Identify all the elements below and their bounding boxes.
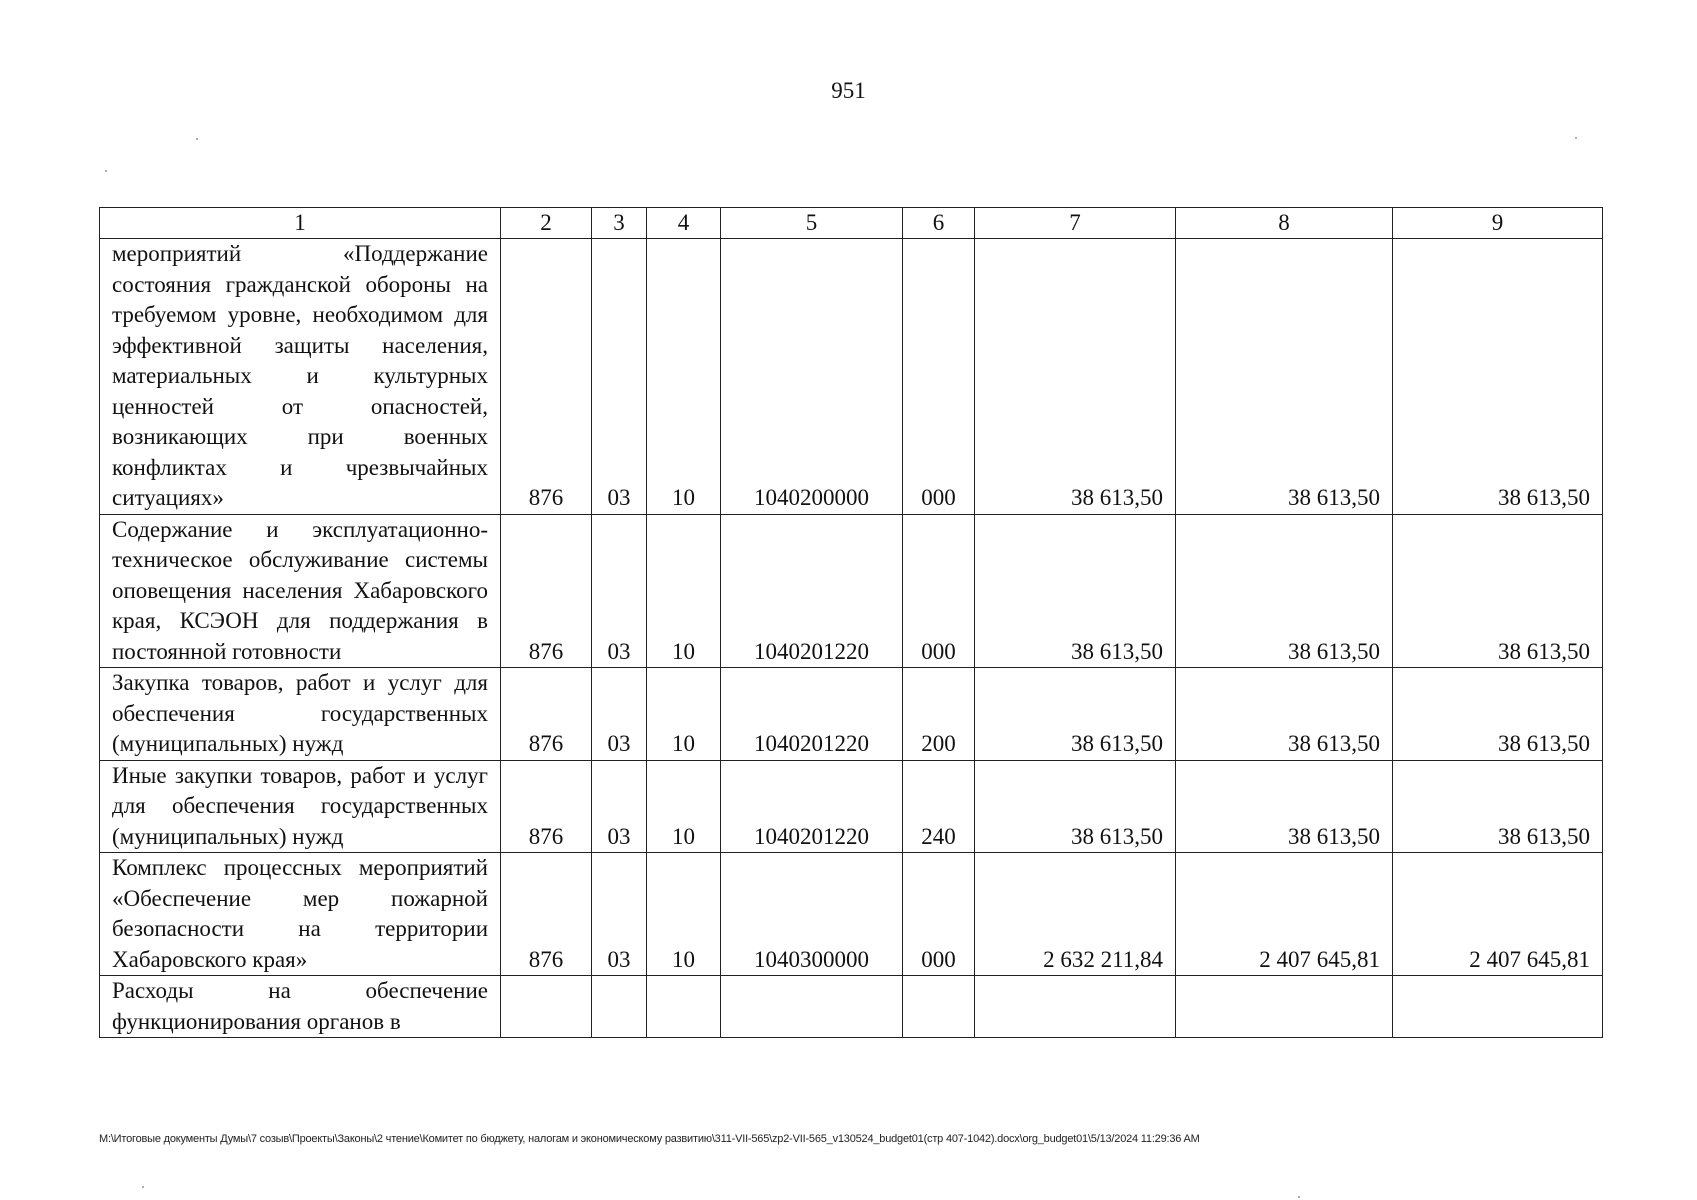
row-description: Закупка товаров, работ и услуг для обеспечения государственных (муниципальных) нужд <box>100 668 501 761</box>
header-cell: 2 <box>501 208 592 239</box>
cell-amount-9: 2 407 645,81 <box>1393 853 1603 976</box>
cell-ministry-code <box>501 976 592 1038</box>
cell-amount-9: 38 613,50 <box>1393 514 1603 668</box>
footer-file-path: M:\Итоговые документы Думы\7 созыв\Проекты\Законы\2 чтение\Комитет по бюджету, налогам и экономическому развитию\311-VII-565\zp2-VII-565_v130524_budget01(стр 407-1042).docx\org_budget01\5/13/2024 11:29:36 AM <box>99 1133 1200 1145</box>
table-row <box>100 239 1603 515</box>
table-header-row <box>100 208 1603 239</box>
cell-ministry-code: 876 <box>501 853 592 976</box>
header-cell: 3 <box>592 208 647 239</box>
cell-section: 03 <box>592 514 647 668</box>
table-row <box>100 760 1603 853</box>
table-row <box>100 853 1603 976</box>
cell-ministry-code: 876 <box>501 760 592 853</box>
cell-amount-9: 38 613,50 <box>1393 668 1603 761</box>
scan-speck <box>142 1186 144 1188</box>
cell-target-article <box>721 976 903 1038</box>
cell-target-article: 1040201220 <box>721 760 903 853</box>
cell-amount-8: 38 613,50 <box>1176 514 1393 668</box>
row-description: Содержание и эксплуатационно-техническое обслуживание системы оповещения населения Хабаровского края, КСЭОН для поддержания в постоянной готовности <box>100 514 501 668</box>
cell-amount-7: 38 613,50 <box>975 668 1176 761</box>
cell-amount-8: 38 613,50 <box>1176 668 1393 761</box>
cell-target-article: 1040201220 <box>721 668 903 761</box>
budget-table <box>99 207 1603 1038</box>
cell-section <box>592 976 647 1038</box>
header-cell: 1 <box>100 208 501 239</box>
scan-speck <box>1575 137 1577 139</box>
cell-subsection <box>647 976 721 1038</box>
table-row <box>100 976 1603 1038</box>
row-description: Иные закупки товаров, работ и услуг для обеспечения государственных (муниципальных) нужд <box>100 760 501 853</box>
cell-section: 03 <box>592 760 647 853</box>
cell-amount-8: 2 407 645,81 <box>1176 853 1393 976</box>
cell-target-article: 1040201220 <box>721 514 903 668</box>
header-cell: 4 <box>647 208 721 239</box>
header-cell: 6 <box>903 208 975 239</box>
cell-target-article: 1040300000 <box>721 853 903 976</box>
cell-subsection: 10 <box>647 853 721 976</box>
cell-amount-9 <box>1393 976 1603 1038</box>
cell-subsection: 10 <box>647 239 721 515</box>
cell-amount-7: 38 613,50 <box>975 239 1176 515</box>
cell-amount-8 <box>1176 976 1393 1038</box>
cell-ministry-code: 876 <box>501 514 592 668</box>
cell-section: 03 <box>592 853 647 976</box>
row-description: Расходы на обеспечение функционирования органов в <box>100 976 501 1038</box>
cell-expense-type <box>903 976 975 1038</box>
cell-expense-type: 200 <box>903 668 975 761</box>
cell-amount-8: 38 613,50 <box>1176 239 1393 515</box>
page-number: 951 <box>831 78 866 103</box>
cell-amount-7: 38 613,50 <box>975 514 1176 668</box>
cell-amount-9: 38 613,50 <box>1393 760 1603 853</box>
scan-speck <box>105 170 107 172</box>
cell-ministry-code: 876 <box>501 668 592 761</box>
cell-ministry-code: 876 <box>501 239 592 515</box>
cell-expense-type: 000 <box>903 239 975 515</box>
row-description: мероприятий «Поддержание состояния гражданской обороны на требуемом уровне, необходимом для эффективной защиты населения, материальных и культурных ценностей от опасностей, возникающих при военных конфликтах и чрезвычайных ситуациях» <box>100 239 501 515</box>
cell-amount-7: 2 632 211,84 <box>975 853 1176 976</box>
cell-amount-7: 38 613,50 <box>975 760 1176 853</box>
cell-section: 03 <box>592 668 647 761</box>
table-row <box>100 668 1603 761</box>
cell-amount-8: 38 613,50 <box>1176 760 1393 853</box>
table-row <box>100 514 1603 668</box>
cell-expense-type: 000 <box>903 514 975 668</box>
cell-subsection: 10 <box>647 760 721 853</box>
cell-subsection: 10 <box>647 668 721 761</box>
cell-target-article: 1040200000 <box>721 239 903 515</box>
header-cell: 9 <box>1393 208 1603 239</box>
cell-amount-7 <box>975 976 1176 1038</box>
header-cell: 5 <box>721 208 903 239</box>
scan-speck <box>1298 1196 1300 1198</box>
cell-expense-type: 000 <box>903 853 975 976</box>
cell-expense-type: 240 <box>903 760 975 853</box>
row-description: Комплекс процессных мероприятий «Обеспечение мер пожарной безопасности на территории Хабаровского края» <box>100 853 501 976</box>
header-cell: 8 <box>1176 208 1393 239</box>
cell-section: 03 <box>592 239 647 515</box>
cell-amount-9: 38 613,50 <box>1393 239 1603 515</box>
scan-speck <box>196 138 198 140</box>
header-cell: 7 <box>975 208 1176 239</box>
cell-subsection: 10 <box>647 514 721 668</box>
